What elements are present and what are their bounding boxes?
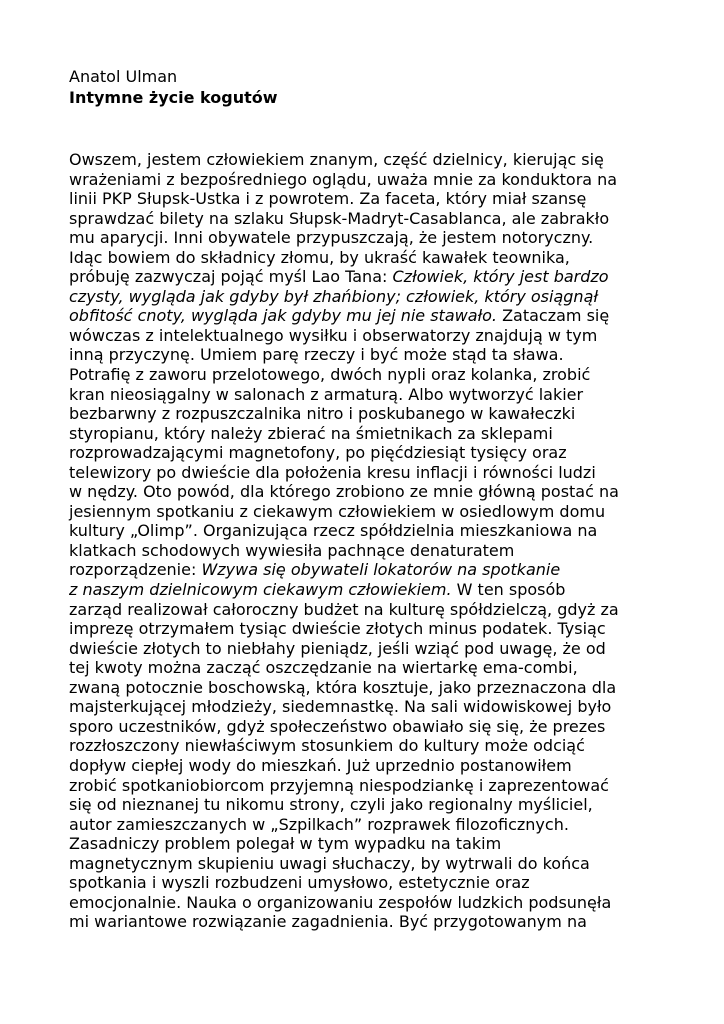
text-line: [69, 834, 659, 854]
text-line: [69, 170, 659, 190]
text-segment: kran nieosiągalny w salonach z armaturą. Albo wytworzyć lakier: [69, 384, 584, 404]
text-line: [69, 678, 659, 698]
text-segment: się od nieznanej tu nikomu strony, czyli jako regionalny myśliciel,: [69, 795, 593, 815]
text-segment: rozporządzenie:: [69, 560, 202, 580]
text-segment: Idąc bowiem do składnicy złomu, by ukraść kawałek teownika,: [69, 247, 570, 267]
text-segment: magnetycznym skupieniu uwagi słuchaczy, by wytrwali do końca: [69, 853, 590, 873]
text-segment: imprezę otrzymałem tysiąc dwieście złotych minus podatek. Tysiąc: [69, 619, 606, 639]
text-line: [69, 150, 659, 170]
text-line: [69, 639, 659, 659]
text-segment: sprawdzać bilety na szlaku Słupsk-Madryt-Casablanca, ale zabrakło: [69, 208, 610, 228]
text-line: [69, 736, 659, 756]
text-line: [69, 404, 659, 424]
text-line: [69, 600, 659, 620]
italic-quote: obfitość cnoty, wygląda jak gdyby mu jej nie stawało.: [69, 306, 497, 326]
text-segment: spotkania i wyszli rozbudzeni umysłowo, estetycznie oraz: [69, 873, 530, 893]
text-line: [69, 424, 659, 444]
text-line: [69, 365, 659, 385]
text-line: [69, 795, 659, 815]
text-line: [69, 482, 659, 502]
text-line: [69, 209, 659, 229]
text-segment: dwieście złotych to niebłahy pieniądz, jeśli wziąć pod uwagę, że od: [69, 638, 606, 658]
text-segment: dopływ ciepłej wody do mieszkań. Już uprzednio postanowiłem: [69, 755, 572, 775]
text-line: [69, 306, 659, 326]
text-segment: Zasadniczy problem polegał w tym wypadku na takim: [69, 834, 502, 854]
text-segment: jesiennym spotkaniu z ciekawym człowiekiem w osiedlowym domu: [69, 501, 606, 521]
text-line: [69, 560, 659, 580]
text-segment: majsterkującej młodzieży, siedemnastkę. Na sali widowiskowej było: [69, 697, 612, 717]
document-page: [69, 66, 659, 932]
text-line: [69, 776, 659, 796]
text-segment: w nędzy. Oto powód, dla którego zrobiono ze mnie główną postać na: [69, 482, 619, 502]
italic-quote: Człowiek, który jest bardzo: [392, 267, 609, 287]
text-line: [69, 521, 659, 541]
text-line: [69, 873, 659, 893]
text-line: [69, 893, 659, 913]
text-segment: autor zamieszczanych w „Szpilkach” rozprawek filozoficznych.: [69, 814, 569, 834]
italic-quote: z naszym dzielnicowym ciekawym człowiekiem.: [69, 580, 452, 600]
text-line: [69, 287, 659, 307]
text-segment: wówczas z intelektualnego wysiłku i obserwatorzy znajdują w tym: [69, 325, 598, 345]
text-line: [69, 345, 659, 365]
text-segment: mu aparycji. Inni obywatele przypuszczają, że jestem notoryczny.: [69, 228, 594, 248]
text-line: [69, 385, 659, 405]
text-line: [69, 854, 659, 874]
author-name: Anatol Ulman: [69, 67, 178, 86]
text-segment: zrobić spotkaniobiorcom przyjemną niespodziankę i zaprezentować: [69, 775, 609, 795]
text-line: [69, 502, 659, 522]
text-segment: klatkach schodowych wywiesiła pachnące denaturatem: [69, 540, 515, 560]
text-segment: zwaną potocznie boschowską, która kosztuje, jako przeznaczona dla: [69, 677, 617, 697]
text-line: [69, 658, 659, 678]
text-segment: rozprowadzającymi magnetofony, po pięćdziesiąt tysięcy oraz: [69, 443, 567, 463]
text-segment: inną przyczynę. Umiem parę rzeczy i być może stąd ta sława.: [69, 345, 564, 365]
text-segment: styropianu, który należy zbierać na śmietnikach za sklepami: [69, 423, 553, 443]
text-segment: mi wariantowe rozwiązanie zagadnienia. Być przygotowanym na: [69, 912, 587, 932]
text-line: [69, 756, 659, 776]
text-segment: kultury „Olimp”. Organizująca rzecz spółdzielnia mieszkaniowa na: [69, 521, 598, 541]
text-line: [69, 580, 659, 600]
text-segment: rozzłoszczony niewłaściwym stosunkiem do kultury może odciąć: [69, 736, 585, 756]
text-line: [69, 912, 659, 932]
text-line: [69, 326, 659, 346]
text-line: [69, 717, 659, 737]
text-segment: Zataczam się: [496, 306, 610, 326]
text-segment: wrażeniami z bezpośredniego oglądu, uważa mnie za konduktora na: [69, 169, 618, 189]
body-paragraph: [69, 150, 659, 932]
text-line: [69, 815, 659, 835]
text-segment: zarząd realizował całoroczny budżet na kulturę spółdzielczą, gdyż za: [69, 599, 619, 619]
text-segment: linii PKP Słupsk-Ustka i z powrotem. Za faceta, który miał szansę: [69, 189, 587, 209]
text-segment: Potrafię z zaworu przelotowego, dwóch nypli oraz kolanka, zrobić: [69, 365, 591, 385]
text-line: [69, 619, 659, 639]
text-segment: tej kwoty można zacząć oszczędzanie na wiertarkę ema-combi,: [69, 658, 578, 678]
text-line: [69, 541, 659, 561]
document-title: Intymne życie kogutów: [69, 88, 278, 107]
text-line: [69, 443, 659, 463]
text-segment: emocjonalnie. Nauka o organizowaniu zespołów ludzkich podsunęła: [69, 892, 612, 912]
text-segment: telewizory po dwieście dla położenia kresu inflacji i równości ludzi: [69, 462, 596, 482]
text-segment: W ten sposób: [451, 580, 566, 600]
text-segment: bezbarwny z rozpuszczalnika nitro i poskubanego w kawałeczki: [69, 404, 576, 424]
italic-quote: Wzywa się obywateli lokatorów na spotkanie: [201, 560, 561, 580]
text-line: [69, 228, 659, 248]
text-line: [69, 697, 659, 717]
text-segment: Owszem, jestem człowiekiem znanym, część dzielnicy, kierując się: [69, 150, 604, 169]
text-segment: próbuję zazwyczaj pojąć myśl Lao Tana:: [69, 267, 393, 287]
italic-quote: czysty, wygląda jak gdyby był zhańbiony; człowiek, który osiągnął: [69, 286, 598, 306]
text-line: [69, 248, 659, 268]
text-line: [69, 463, 659, 483]
text-segment: sporo uczestników, gdyż społeczeństwo obawiało się się, że prezes: [69, 716, 606, 736]
text-line: [69, 189, 659, 209]
text-line: [69, 267, 659, 287]
